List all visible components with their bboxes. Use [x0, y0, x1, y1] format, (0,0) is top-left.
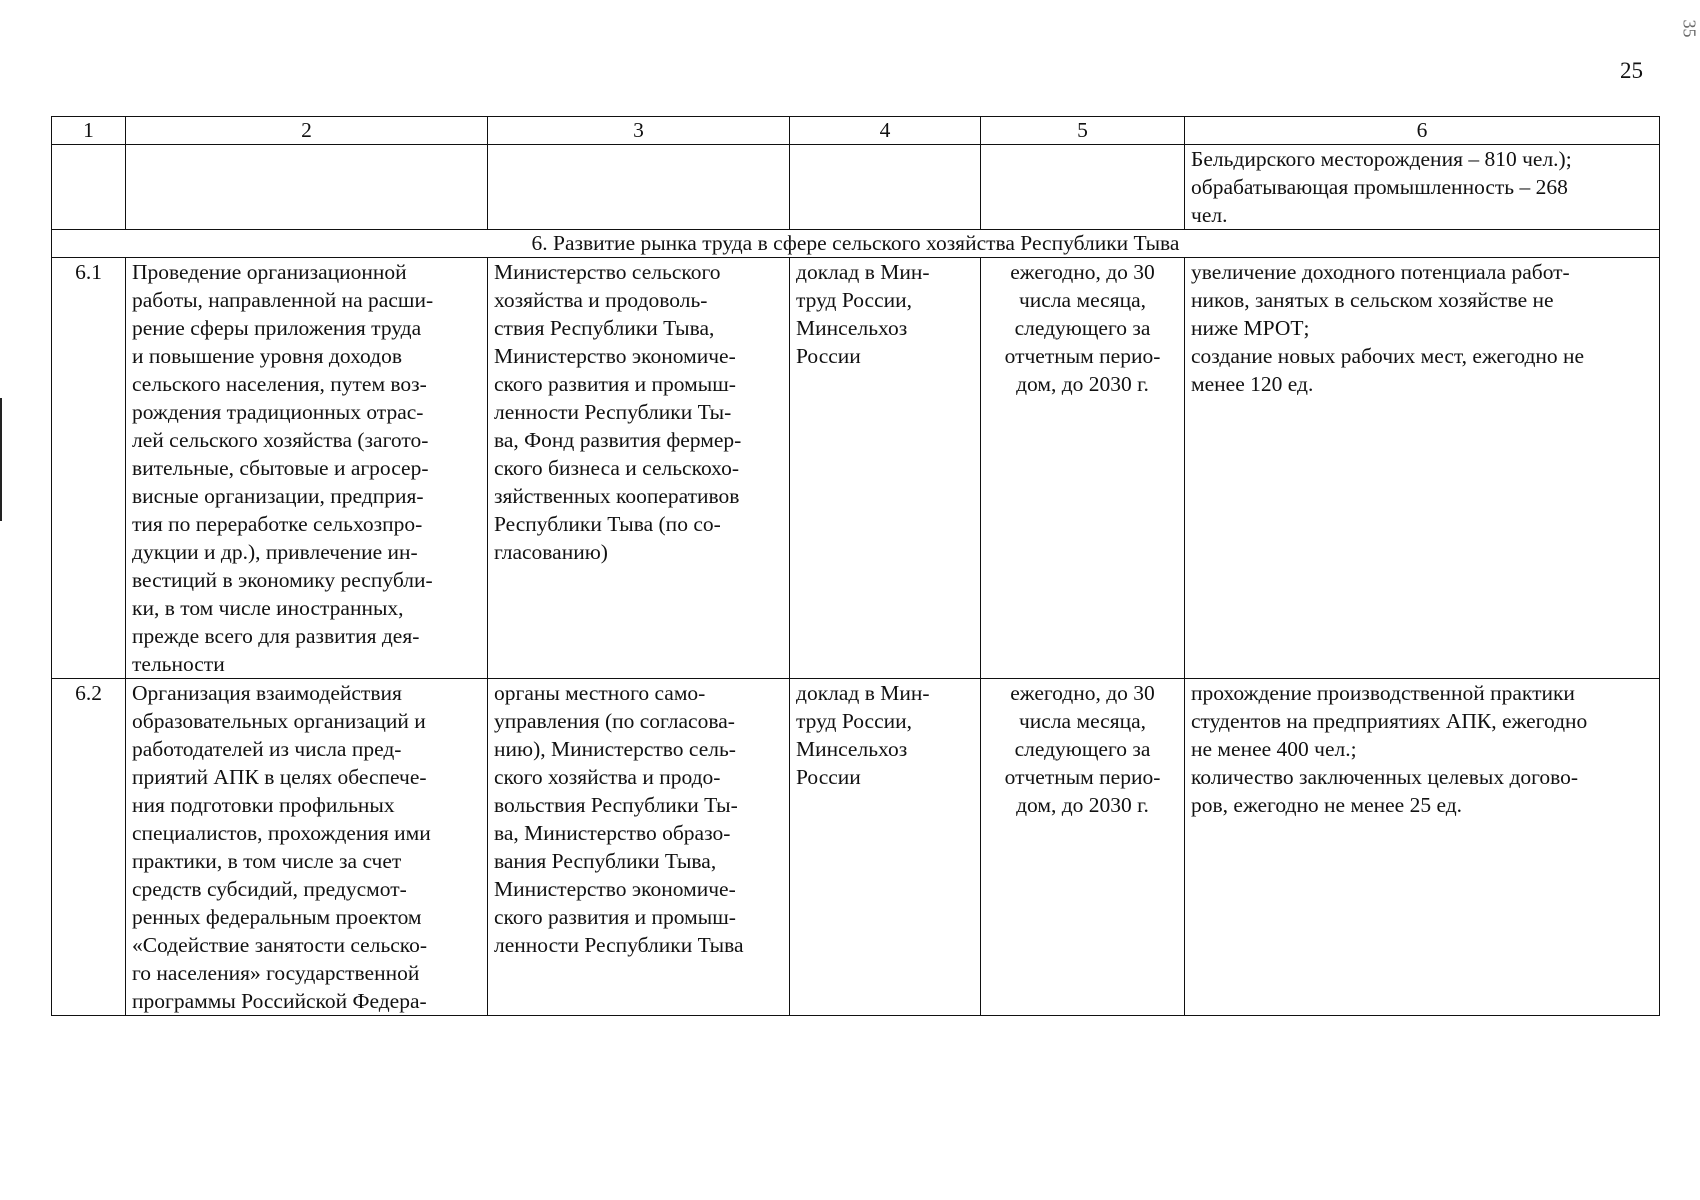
- table-row: [52, 258, 1660, 679]
- section-row: [52, 230, 1660, 258]
- indicators-cell: [1185, 258, 1660, 679]
- header-cell-5: 5: [981, 117, 1185, 145]
- deadline-text: ежегодно, до 30 числа месяца, следующего за отчетным перио- дом, до 2030 г.: [1004, 681, 1161, 817]
- deadline-cell: [981, 679, 1185, 1016]
- executors-cell: [488, 258, 790, 679]
- header-cell-4: 4: [790, 117, 981, 145]
- continuation-deadline-cell: [981, 145, 1185, 230]
- report-form-cell: [790, 679, 981, 1016]
- continuation-indicators-text: Бельдирского месторождения – 810 чел.); обрабатывающая промышленность – 268 чел.: [1191, 147, 1572, 227]
- page-number: 25: [1620, 58, 1643, 83]
- report-form-text: доклад в Мин- труд России, Минсельхоз России: [796, 681, 930, 789]
- row-number: 6.2: [52, 679, 126, 1016]
- executors-text: органы местного само- управления (по согласова- нию), Министерство сель- ского хозяйства и продо- вольствия Республики Ты- ва, Министерство образо- вания Республики Тыва, Министерство экономиче- ского развития и промыш- ленности Республики Тыва: [494, 681, 744, 957]
- continuation-num-cell: [52, 145, 126, 230]
- deadline-cell: [981, 258, 1185, 679]
- continuation-indicators-cell: [1185, 145, 1660, 230]
- deadline-text: ежегодно, до 30 числа месяца, следующего за отчетным перио- дом, до 2030 г.: [1004, 260, 1161, 396]
- measures-table: [51, 116, 1660, 1016]
- report-form-cell: [790, 258, 981, 679]
- page-corner-mark: 35: [1679, 19, 1700, 38]
- continuation-executors-cell: [488, 145, 790, 230]
- indicators-text: увеличение доходного потенциала работ- ников, занятых в сельском хозяйстве не ниже МРОТ; создание новых рабочих мест, ежегодно не менее 120 ед.: [1191, 260, 1585, 396]
- indicators-text: прохождение производственной практики студентов на предприятиях АПК, ежегодно не менее 400 чел.; количество заключенных целевых догово- ров, ежегодно не менее 25 ед.: [1191, 681, 1588, 817]
- indicators-cell: [1185, 679, 1660, 1016]
- continuation-measure-cell: [126, 145, 488, 230]
- row-number: 6.1: [52, 258, 126, 679]
- header-cell-3: 3: [488, 117, 790, 145]
- table-row-continuation: [52, 145, 1660, 230]
- margin-scan-line: [0, 398, 2, 521]
- section-title: 6. Развитие рынка труда в сфере сельского хозяйства Республики Тыва: [52, 230, 1660, 258]
- table-header-row: [52, 117, 1660, 145]
- executors-text: Министерство сельского хозяйства и продоволь- ствия Республики Тыва, Министерство экономиче- ского развития и промыш- ленности Республики Ты- ва, Фонд развития фермер- ского бизнеса и сельскохо- зяйственных кооперативов Республики Тыва (по со- гласованию): [494, 260, 742, 564]
- measure-text: Организация взаимодействия образовательных организаций и работодателей из числа пред- приятий АПК в целях обеспече- ния подготовки профильных специалистов, прохождения ими практики, в том числе за счет средств субсидий, предусмот- ренных федеральным проектом «Содействие занятости сельско- го населения» государственной программы Российской Федера-: [132, 681, 431, 1013]
- measure-cell: [126, 679, 488, 1016]
- executors-cell: [488, 679, 790, 1016]
- table-row: [52, 679, 1660, 1016]
- header-cell-6: 6: [1185, 117, 1660, 145]
- report-form-text: доклад в Мин- труд России, Минсельхоз России: [796, 260, 930, 368]
- header-cell-1: 1: [52, 117, 126, 145]
- header-cell-2: 2: [126, 117, 488, 145]
- continuation-report-cell: [790, 145, 981, 230]
- measure-text: Проведение организационной работы, направленной на расши- рение сферы приложения труда и повышение уровня доходов сельского населения, путем воз- рождения традиционных отрас- лей сельского хозяйства (загото- вительные, сбытовые и агросер- висные организации, предприя- тия по переработке сельхозпро- дукции и др.), привлечение ин- вестиций в экономику республи- ки, в том числе иностранных, прежде всего для развития дея- тельности: [132, 260, 434, 676]
- measure-cell: [126, 258, 488, 679]
